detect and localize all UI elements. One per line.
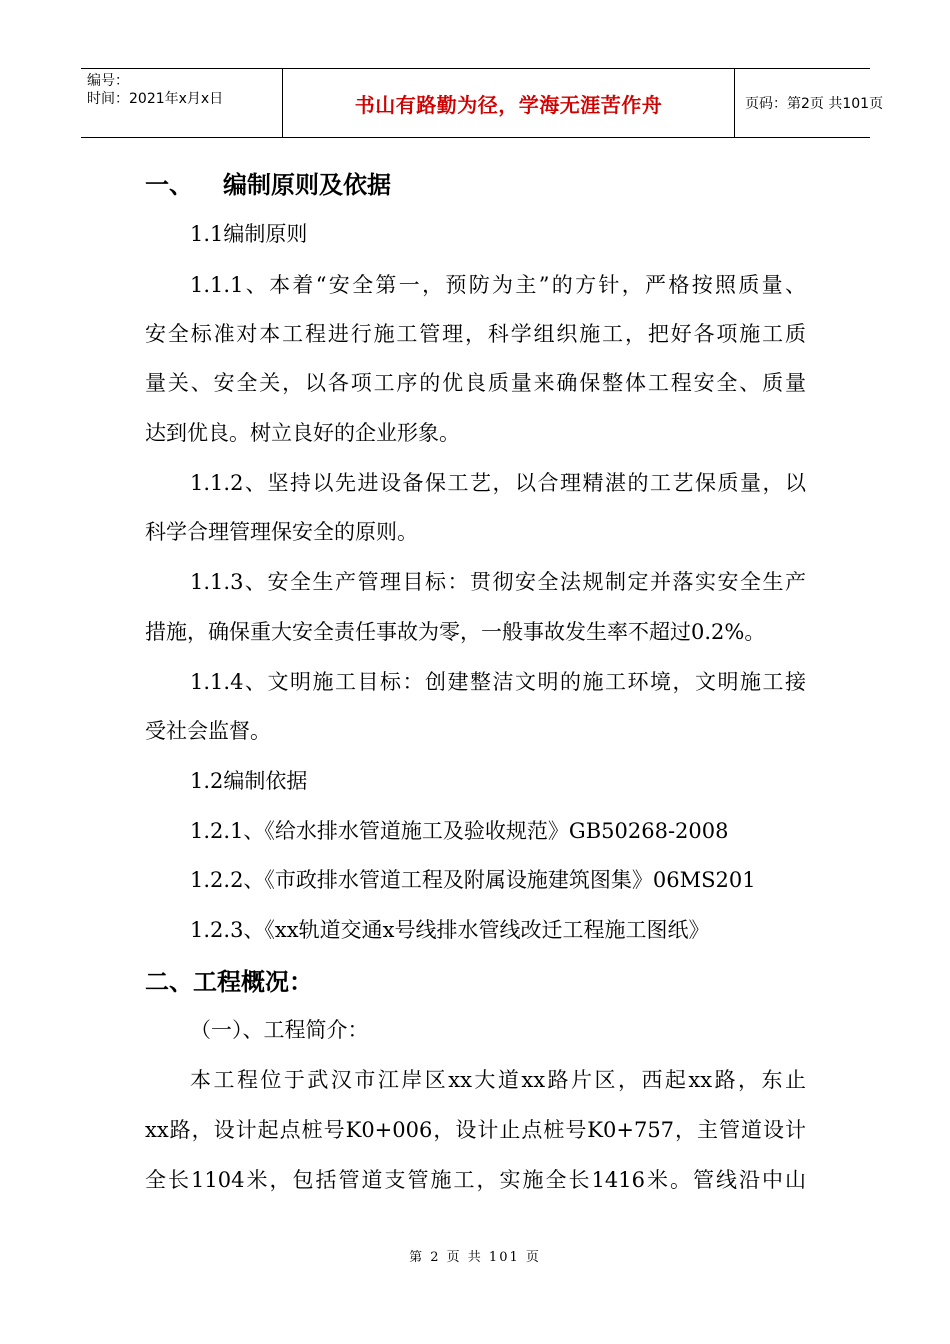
section-2-heading: 二、工程概况：: [145, 968, 313, 996]
para-1-1-2-line-2: 科学合理管理保安全的原则。: [145, 520, 418, 544]
header-meta-cell: [81, 69, 282, 137]
document-header: [81, 68, 884, 138]
para-1-2-2: 1.2.2、《市政排水管道工程及附属设施建筑图集》06MS201: [190, 868, 756, 892]
subheading-1-2: 1.2编制依据: [190, 769, 308, 793]
section-1-heading: [145, 170, 391, 200]
para-2-1-line-2: xx路，设计起点桩号K0+006，设计止点桩号K0+757，主管道设计: [145, 1118, 806, 1142]
para-2-1-line-3: 全长1104米，包括管道支管施工，实施全长1416米。管线沿中山: [145, 1168, 806, 1192]
header-page-cell: [735, 69, 884, 137]
para-1-1-2-line-1: 1.1.2、坚持以先进设备保工艺，以合理精湛的工艺保质量，以: [190, 471, 806, 495]
para-1-1-4-line-2: 受社会监督。: [145, 719, 271, 743]
para-1-1-3-line-1: 1.1.3、安全生产管理目标：贯彻安全法规制定并落实安全生产: [190, 570, 806, 594]
para-1-1-1-line-3: 量关、安全关，以各项工序的优良质量来确保整体工程安全、质量: [145, 371, 806, 395]
number-label: 编号：: [87, 73, 129, 89]
para-1-1-1-line-1: 1.1.1、本着“安全第一，预防为主”的方针，严格按照质量、: [190, 273, 806, 297]
section-1-title: 编制原则及依据: [223, 171, 391, 199]
time-label: 时间：2021年x月x日: [87, 91, 224, 107]
para-1-2-3: 1.2.3、《xx轨道交通x号线排水管线改迁工程施工图纸》: [190, 918, 710, 942]
section-1-number: 一、: [145, 171, 193, 199]
page-info: 页码：第2页 共101页: [745, 96, 884, 112]
subheading-2-1: （一）、工程简介：: [190, 1018, 369, 1042]
subheading-1-1: 1.1编制原则: [190, 222, 308, 246]
para-1-2-1: 1.2.1、《给水排水管道施工及验收规范》GB50268-2008: [190, 819, 729, 843]
para-1-1-1-line-4: 达到优良。树立良好的企业形象。: [145, 421, 460, 445]
para-1-1-1-line-2: 安全标准对本工程进行施工管理，科学组织施工，把好各项施工质: [145, 322, 806, 346]
para-1-1-3-line-2: 措施，确保重大安全责任事故为零，一般事故发生率不超过0.2%。: [145, 620, 766, 644]
para-2-1-line-1: 本工程位于武汉市江岸区xx大道xx路片区，西起xx路，东止: [190, 1068, 806, 1092]
header-motto-cell: [282, 69, 735, 137]
motto-text: 书山有路勤为径，学海无涯苦作舟: [354, 92, 663, 117]
page-footer: 第 2 页 共 101 页: [409, 1250, 541, 1265]
para-1-1-4-line-1: 1.1.4、文明施工目标：创建整洁文明的施工环境，文明施工接: [190, 670, 806, 694]
